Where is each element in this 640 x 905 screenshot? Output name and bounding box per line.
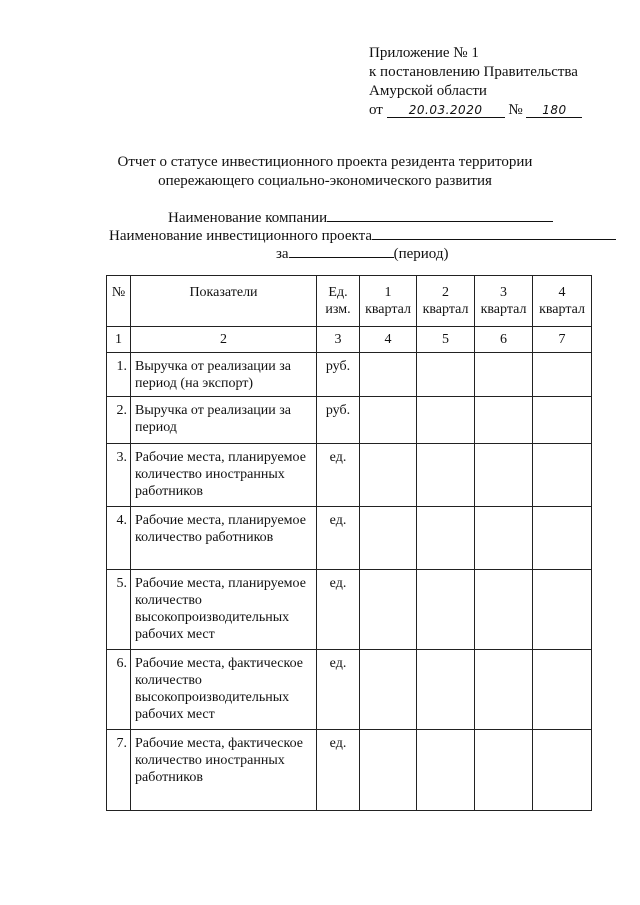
quarter-2-cell[interactable] [417,507,475,570]
column-number-cell: 7 [533,327,592,353]
quarter-4-cell[interactable] [533,444,592,507]
quarter-4-cell[interactable] [533,397,592,444]
table-row [107,507,592,570]
title-line-1: Отчет о статусе инвестиционного проекта резидента территории [117,154,533,170]
indicator-cell: Рабочие места, фактическое количество высокопроизводительных рабочих мест [131,650,317,730]
quarter-1-cell[interactable] [360,650,417,730]
quarter-1-cell[interactable] [360,397,417,444]
quarter-4-cell[interactable] [533,507,592,570]
quarter-2-cell[interactable] [417,353,475,397]
quarter-1-cell[interactable] [360,353,417,397]
period-blank-line [289,244,394,258]
annex-date-number-line [369,101,582,120]
column-number-cell: 1 [107,327,131,353]
header-cell: № [107,276,131,327]
row-number: 2. [107,397,131,444]
unit-cell: руб. [317,397,360,444]
quarter-3-cell[interactable] [475,397,533,444]
quarter-3-cell[interactable] [475,650,533,730]
quarter-3-cell[interactable] [475,570,533,650]
unit-cell: ед. [317,730,360,811]
column-number-cell: 5 [417,327,475,353]
quarter-4-cell[interactable] [533,570,592,650]
indicator-cell: Рабочие места, фактическое количество иностранных работников [131,730,317,811]
quarter-4-cell[interactable] [533,650,592,730]
row-number: 6. [107,650,131,730]
unit-cell: руб. [317,353,360,397]
quarter-2-cell[interactable] [417,397,475,444]
company-label: Наименование компании [168,210,328,226]
quarter-2-cell[interactable] [417,730,475,811]
project-name-field [109,226,616,245]
row-number: 5. [107,570,131,650]
row-number: 3. [107,444,131,507]
period-prefix: за [276,246,289,262]
table-row [107,730,592,811]
table-row [107,444,592,507]
project-blank-line [372,226,616,240]
quarter-2-cell[interactable] [417,650,475,730]
unit-cell: ед. [317,444,360,507]
column-number-cell: 4 [360,327,417,353]
quarter-3-cell[interactable] [475,353,533,397]
title-line-2: опережающего социально-экономического развития [158,173,492,189]
row-number: 7. [107,730,131,811]
handwritten-date: 20.03.2020 [387,103,505,118]
header-cell: Ед. изм. [317,276,360,327]
column-number-cell: 2 [131,327,317,353]
annex-block [369,44,582,120]
quarter-4-cell[interactable] [533,353,592,397]
indicator-cell: Выручка от реализации за период [131,397,317,444]
handwritten-number: 180 [526,103,582,118]
quarter-3-cell[interactable] [475,507,533,570]
indicator-cell: Рабочие места, планируемое количество работников [131,507,317,570]
quarter-1-cell[interactable] [360,444,417,507]
quarter-1-cell[interactable] [360,730,417,811]
company-blank-line [327,208,553,222]
quarter-1-cell[interactable] [360,507,417,570]
project-label: Наименование инвестиционного проекта [109,228,373,244]
quarter-2-cell[interactable] [417,444,475,507]
header-cell: 3 квартал [475,276,533,327]
annex-resolution-line: к постановлению Правительства [369,64,578,80]
report-table [106,275,592,811]
header-cell: 2 квартал [417,276,475,327]
table-row [107,570,592,650]
indicator-cell: Рабочие места, планируемое количество высокопроизводительных рабочих мест [131,570,317,650]
header-cell: Показатели [131,276,317,327]
annex-region-line: Амурской области [369,83,487,99]
company-name-field [168,208,553,227]
quarter-3-cell[interactable] [475,444,533,507]
column-number-row [107,327,592,353]
indicator-cell: Рабочие места, планируемое количество иностранных работников [131,444,317,507]
period-label: (период) [393,246,449,262]
table-row [107,397,592,444]
period-field [276,244,449,263]
column-number-cell: 6 [475,327,533,353]
annex-title: Приложение № 1 [369,45,479,61]
quarter-4-cell[interactable] [533,730,592,811]
number-prefix: № [508,102,523,118]
unit-cell: ед. [317,507,360,570]
table-header-row [107,276,592,327]
row-number: 4. [107,507,131,570]
table-row [107,650,592,730]
row-number: 1. [107,353,131,397]
quarter-1-cell[interactable] [360,570,417,650]
indicator-cell: Выручка от реализации за период (на экспорт) [131,353,317,397]
column-number-cell: 3 [317,327,360,353]
unit-cell: ед. [317,650,360,730]
unit-cell: ед. [317,570,360,650]
header-cell: 1 квартал [360,276,417,327]
date-prefix: от [369,102,383,118]
quarter-2-cell[interactable] [417,570,475,650]
table-row [107,353,592,397]
quarter-3-cell[interactable] [475,730,533,811]
header-cell: 4 квартал [533,276,592,327]
document-title [100,153,550,191]
